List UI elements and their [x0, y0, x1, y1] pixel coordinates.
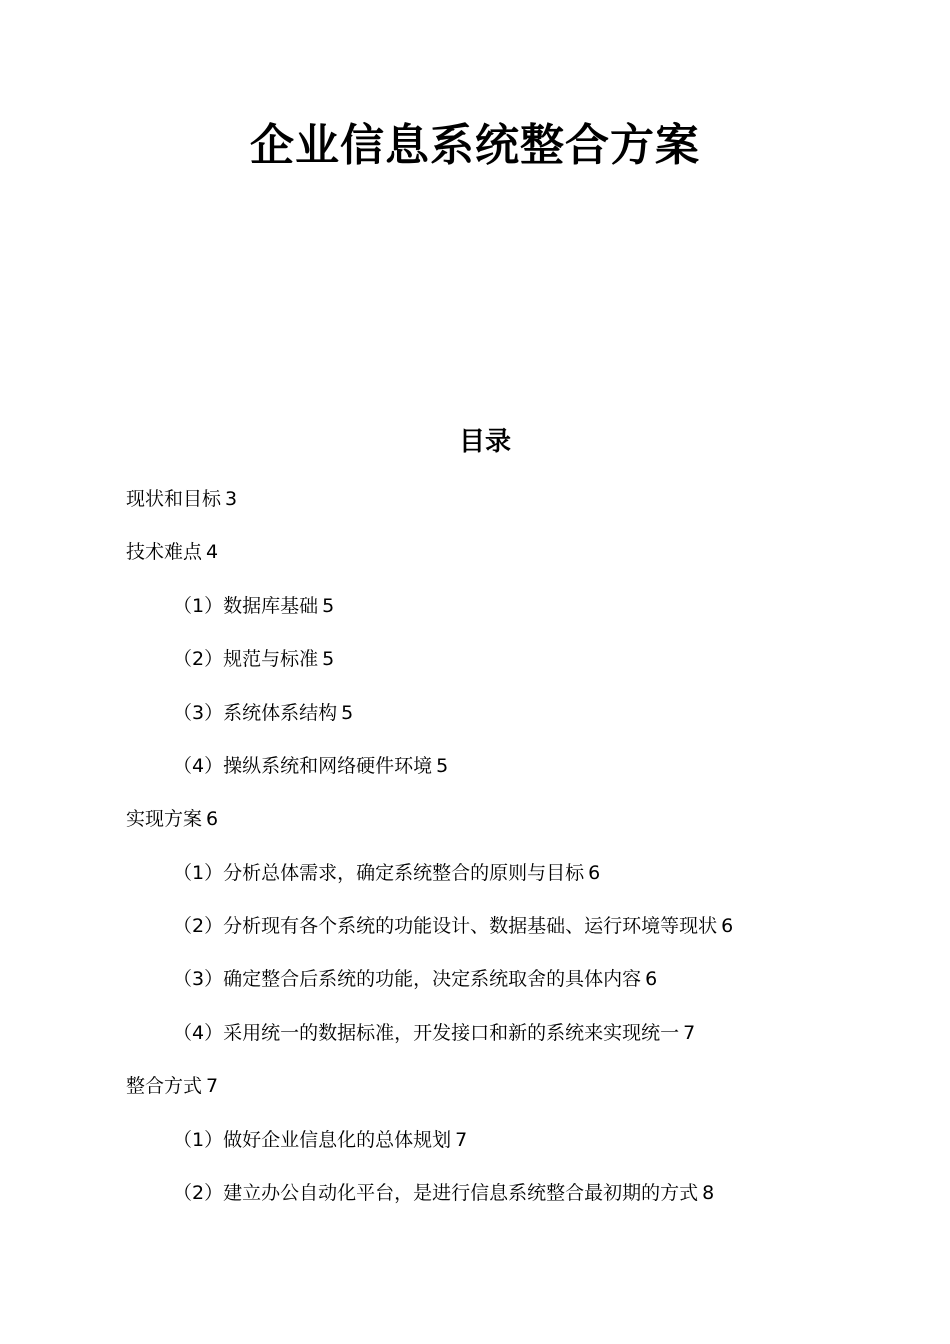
- toc-page-number: 6: [721, 915, 734, 937]
- toc-page-number: 6: [206, 808, 219, 830]
- toc-entry-text: （2）规范与标准: [173, 648, 319, 670]
- toc-page-number: 3: [225, 488, 238, 510]
- toc-entry[interactable]: [126, 537, 218, 567]
- toc-entry[interactable]: [173, 698, 353, 728]
- toc-page-number: 5: [436, 755, 449, 777]
- toc-entry-text: 整合方式: [126, 1075, 203, 1097]
- toc-entry[interactable]: [173, 1178, 714, 1208]
- toc-entry[interactable]: [126, 484, 237, 514]
- toc-entry[interactable]: [173, 911, 733, 941]
- toc-entry-text: （1）数据库基础: [173, 595, 319, 617]
- toc-entry[interactable]: [173, 591, 334, 621]
- toc-entry-text: （3）系统体系结构: [173, 702, 338, 724]
- toc-entry[interactable]: [173, 751, 448, 781]
- toc-entry-text: （1）分析总体需求，确定系统整合的原则与目标: [173, 862, 585, 884]
- toc-page-number: 6: [645, 968, 658, 990]
- document-title: 企业信息系统整合方案: [250, 120, 700, 171]
- toc-entry-text: （4）操纵系统和网络硬件环境: [173, 755, 433, 777]
- toc-entry-text: 现状和目标: [126, 488, 222, 510]
- toc-entry-text: （2）分析现有各个系统的功能设计、数据基础、运行环境等现状: [173, 915, 718, 937]
- toc-entry-text: （3）确定整合后系统的功能，决定系统取舍的具体内容: [173, 968, 642, 990]
- toc-page-number: 5: [322, 648, 335, 670]
- toc-page-number: 5: [341, 702, 354, 724]
- toc-entry[interactable]: [173, 858, 600, 888]
- toc-entry[interactable]: [173, 1018, 695, 1048]
- toc-heading: 目录: [458, 427, 511, 457]
- toc-entry-text: （1）做好企业信息化的总体规划: [173, 1129, 452, 1151]
- toc-entry-text: （4）采用统一的数据标准，开发接口和新的系统来实现统一: [173, 1022, 680, 1044]
- toc-entry-text: 技术难点: [126, 541, 203, 563]
- toc-page-number: 4: [206, 541, 219, 563]
- toc-page-number: 5: [322, 595, 335, 617]
- toc-entry-text: 实现方案: [126, 808, 203, 830]
- toc-page-number: 8: [702, 1182, 715, 1204]
- toc-entry[interactable]: [173, 1125, 467, 1155]
- toc-page-number: 7: [455, 1129, 468, 1151]
- toc-page-number: 6: [588, 862, 601, 884]
- toc-entry[interactable]: [126, 804, 218, 834]
- toc-page-number: 7: [206, 1075, 219, 1097]
- toc-entry[interactable]: [173, 644, 334, 674]
- toc-entry[interactable]: [173, 964, 657, 994]
- toc-entry-text: （2）建立办公自动化平台，是进行信息系统整合最初期的方式: [173, 1182, 699, 1204]
- toc-page-number: 7: [683, 1022, 696, 1044]
- toc-entry[interactable]: [126, 1071, 218, 1101]
